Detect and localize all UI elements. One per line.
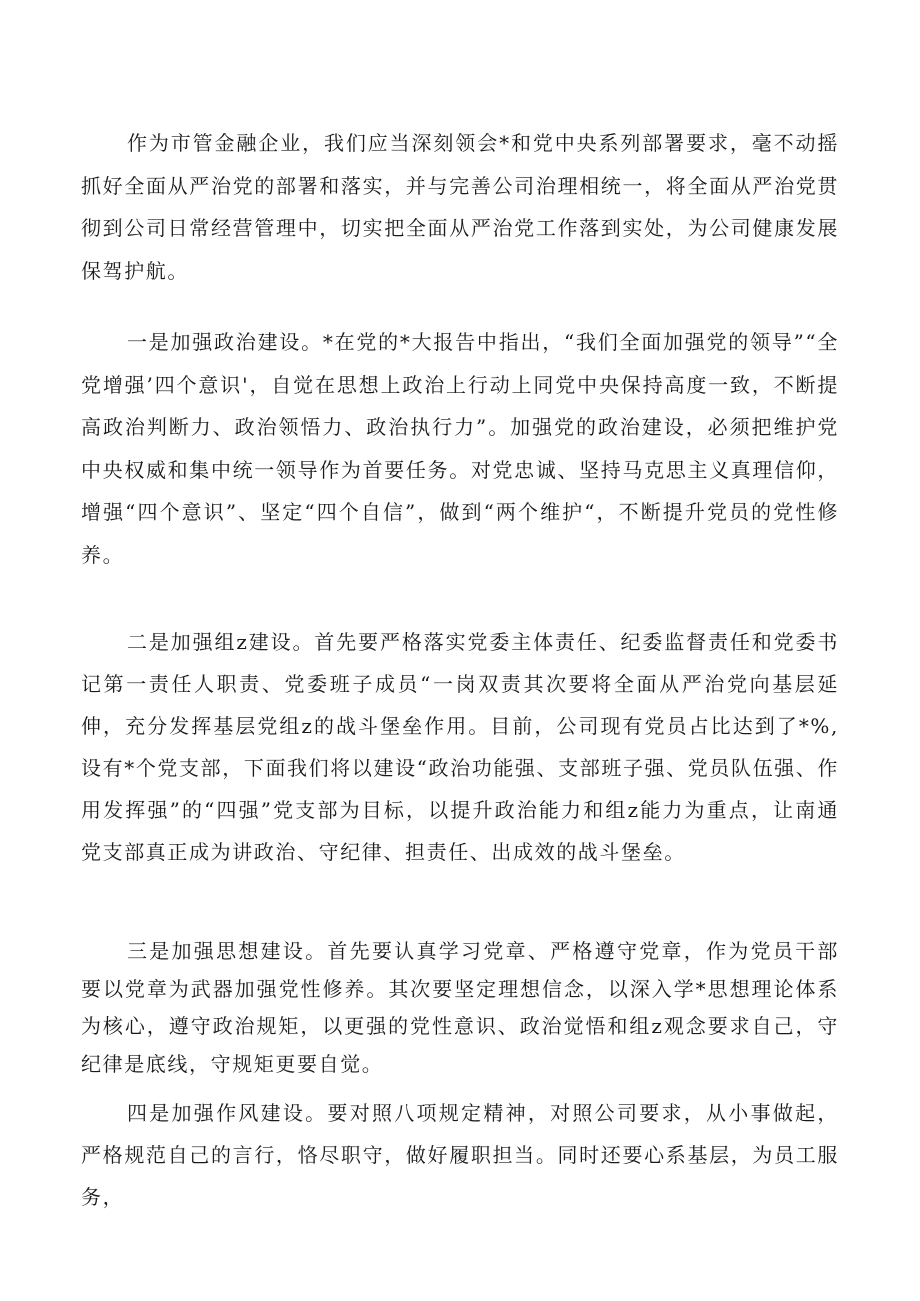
paragraph-work-style-construction: 四是加强作风建设。要对照八项规定精神，对照公司要求，从小事做起，严格规范自己的言行，恪尽职守，做好履职担当。同时还要心系基层，为员工服务， (81, 1101, 839, 1209)
paragraph-intro: 作为市管金融企业，我们应当深刻领会*和党中央系列部署要求，毫不动摇抓好全面从严治党的部署和落实，并与完善公司治理相统一，将全面从严治党贯彻到公司日常经营管理中，切实把全面从严治党工作落到实处，为公司健康发展保驾护航。 (81, 131, 839, 283)
paragraph-organization-construction: 二是加强组z建设。首先要严格落实党委主体责任、纪委监督责任和党委书记第一责任人职责、党委班子成员“一岗双责其次要将全面从严治党向基层延伸，充分发挥基层党组z的战斗堡垒作用。目前，公司现有党员占比达到了*%,设有*个党支部，下面我们将以建设“政治功能强、支部班子强、党员队伍强、作用发挥强”的“四强”党支部为目标，以提升政治能力和组z能力为重点，让南通党支部真正成为讲政治、守纪律、担责任、出成效的战斗堡垒。 (81, 630, 839, 864)
paragraph-ideological-construction: 三是加强思想建设。首先要认真学习党章、严格遵守党章，作为党员干部要以党章为武器加强党性修养。其次要坚定理想信念，以深入学*思想理论体系为核心，遵守政治规矩，以更强的党性意识、政治觉悟和组z观念要求自己，守纪律是底线，守规矩更要自觉。 (81, 939, 839, 1076)
paragraph-political-construction: 一是加强政治建设。*在党的*大报告中指出，“我们全面加强党的领导”“全党增强’四个意识'，自觉在思想上政治上行动上同党中央保持高度一致，不断提高政治判断力、政治领悟力、政治执行力”。加强党的政治建设，必须把维护党中央权威和集中统一领导作为首要任务。对党忠诚、坚持马克思主义真理信仰，增强“四个意识”、坚定“四个自信”，做到“两个维护“，不断提升党员的党性修养。 (81, 330, 839, 567)
